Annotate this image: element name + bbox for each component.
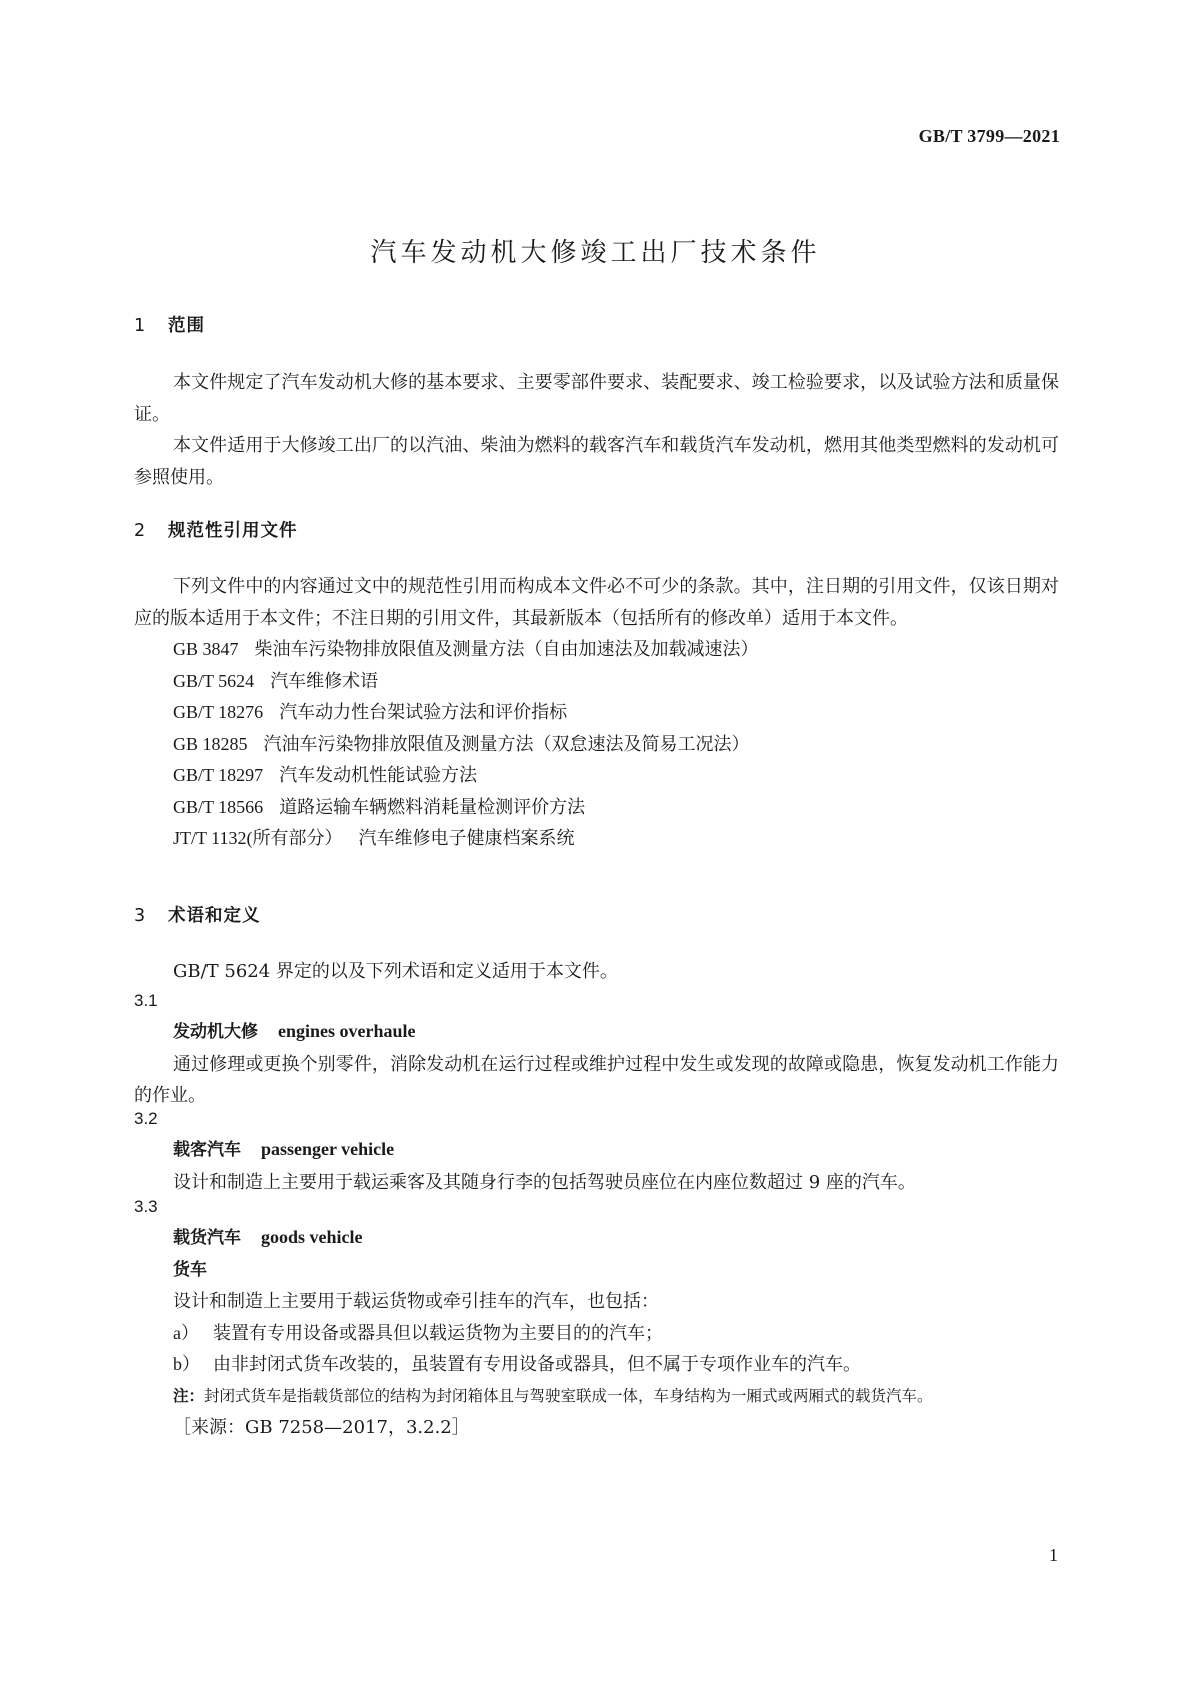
list-item-label: a） xyxy=(173,1322,199,1343)
reference-item xyxy=(134,792,1059,824)
section-title: 范围 xyxy=(168,316,205,336)
clause-number: 3.1 xyxy=(134,991,158,1010)
paragraph: 下列文件中的内容通过文中的规范性引用而构成本文件必不可少的条款。其中，注日期的引用文件，仅该日期对应的版本适用于本文件；不注日期的引用文件，其最新版本（包括所有的修改单）适用于本文件。 xyxy=(134,576,1059,629)
scope-body xyxy=(134,367,1059,493)
references-body xyxy=(134,571,1059,855)
reference-code: GB/T 18566 xyxy=(173,796,264,817)
section-number: 2 xyxy=(134,521,147,541)
document-title: 汽车发动机大修竣工出厂技术条件 xyxy=(370,238,821,268)
section-heading-normative-references xyxy=(134,517,298,542)
reference-code: JT/T 1132(所有部分） xyxy=(173,828,343,848)
reference-code: GB/T 18276 xyxy=(173,702,264,722)
term-zh: 载客汽车 xyxy=(173,1140,241,1160)
reference-code: GB 3847 xyxy=(173,639,239,659)
reference-item xyxy=(134,760,1059,792)
term-source: ［来源：GB 7258—2017，3.2.2］ xyxy=(173,1417,470,1438)
page-number: 1 xyxy=(1049,1545,1058,1565)
reference-code: GB/T 18297 xyxy=(173,765,264,785)
term-definition: 设计和制造上主要用于载运乘客及其随身行李的包括驾驶员座位在内座位数超过 9 座的汽车。 xyxy=(173,1171,916,1193)
reference-title: 汽油车污染物排放限值及测量方法（双怠速法及简易工况法） xyxy=(263,733,750,755)
reference-title: 汽车动力性台架试验方法和评价指标 xyxy=(279,702,568,723)
section-title: 规范性引用文件 xyxy=(168,521,298,541)
term-en: passenger vehicle xyxy=(261,1139,395,1159)
clause-number: 3.2 xyxy=(134,1109,158,1128)
list-item xyxy=(134,1349,1059,1381)
section-heading-scope xyxy=(134,312,205,337)
list-item-label: b） xyxy=(173,1354,200,1374)
term-heading xyxy=(134,1134,1059,1167)
reference-title: 汽车维修术语 xyxy=(270,670,379,692)
term-zh: 发动机大修 xyxy=(173,1022,258,1042)
section-number: 1 xyxy=(134,316,147,336)
paragraph: 本文件规定了汽车发动机大修的基本要求、主要零部件要求、装配要求、竣工检验要求，以及试验方法和质量保证。 xyxy=(134,372,1059,425)
reference-title: 汽车发动机性能试验方法 xyxy=(279,765,478,786)
term-zh: 载货汽车 xyxy=(173,1228,241,1248)
term-definition: 设计和制造上主要用于载运货物或牵引挂车的汽车，也包括： xyxy=(173,1291,659,1312)
reference-code: GB/T 5624 xyxy=(173,670,255,691)
term-heading xyxy=(134,1222,1059,1255)
note-label: 注： xyxy=(173,1386,205,1405)
term-entry xyxy=(134,1222,1059,1444)
clause-number: 3.3 xyxy=(134,1197,158,1216)
reference-title: 道路运输车辆燃料消耗量检测评价方法 xyxy=(279,796,586,818)
note-text: 封闭式货车是指载货部位的结构为封闭箱体且与驾驶室联成一体，车身结构为一厢式或两厢式的载货汽车。 xyxy=(204,1386,933,1405)
term-heading xyxy=(134,1016,1059,1049)
list-item xyxy=(134,1318,1059,1350)
note xyxy=(134,1381,1059,1413)
reference-title: 汽车维修电子健康档案系统 xyxy=(358,828,575,849)
reference-code: GB 18285 xyxy=(173,733,248,754)
reference-title: 柴油车污染物排放限值及测量方法（自由加速法及加载减速法） xyxy=(254,639,759,660)
reference-item xyxy=(134,823,1059,855)
reference-item xyxy=(134,729,1059,761)
term-definition: 通过修理或更换个别零件，消除发动机在运行过程或维护过程中发生或发现的故障或隐患，恢复发动机工作能力的作业。 xyxy=(134,1053,1059,1106)
reference-item xyxy=(134,666,1059,698)
standard-code: GB/T 3799—2021 xyxy=(918,126,1060,146)
paragraph: 本文件适用于大修竣工出厂的以汽油、柴油为燃料的载客汽车和载货汽车发动机，燃用其他类型燃料的发动机可参照使用。 xyxy=(134,435,1059,488)
paragraph: GB/T 5624 界定的以及下列术语和定义适用于本文件。 xyxy=(173,961,618,982)
reference-item xyxy=(134,634,1059,666)
reference-item xyxy=(134,697,1059,729)
term-synonym: 货车 xyxy=(173,1259,207,1280)
section-title: 术语和定义 xyxy=(168,906,261,926)
term-en: goods vehicle xyxy=(261,1227,363,1247)
section-number: 3 xyxy=(134,906,147,926)
list-item-text: 装置有专用设备或器具但以载运货物为主要目的的汽车； xyxy=(213,1322,663,1344)
list-item-text: 由非封闭式货车改装的，虽装置有专用设备或器具，但不属于专项作业车的汽车。 xyxy=(213,1354,861,1375)
term-entry xyxy=(134,1134,1059,1198)
terms-intro xyxy=(134,956,1059,988)
term-entry xyxy=(134,1016,1059,1112)
term-en: engines overhaule xyxy=(278,1021,416,1041)
section-heading-terms-definitions xyxy=(134,902,261,927)
